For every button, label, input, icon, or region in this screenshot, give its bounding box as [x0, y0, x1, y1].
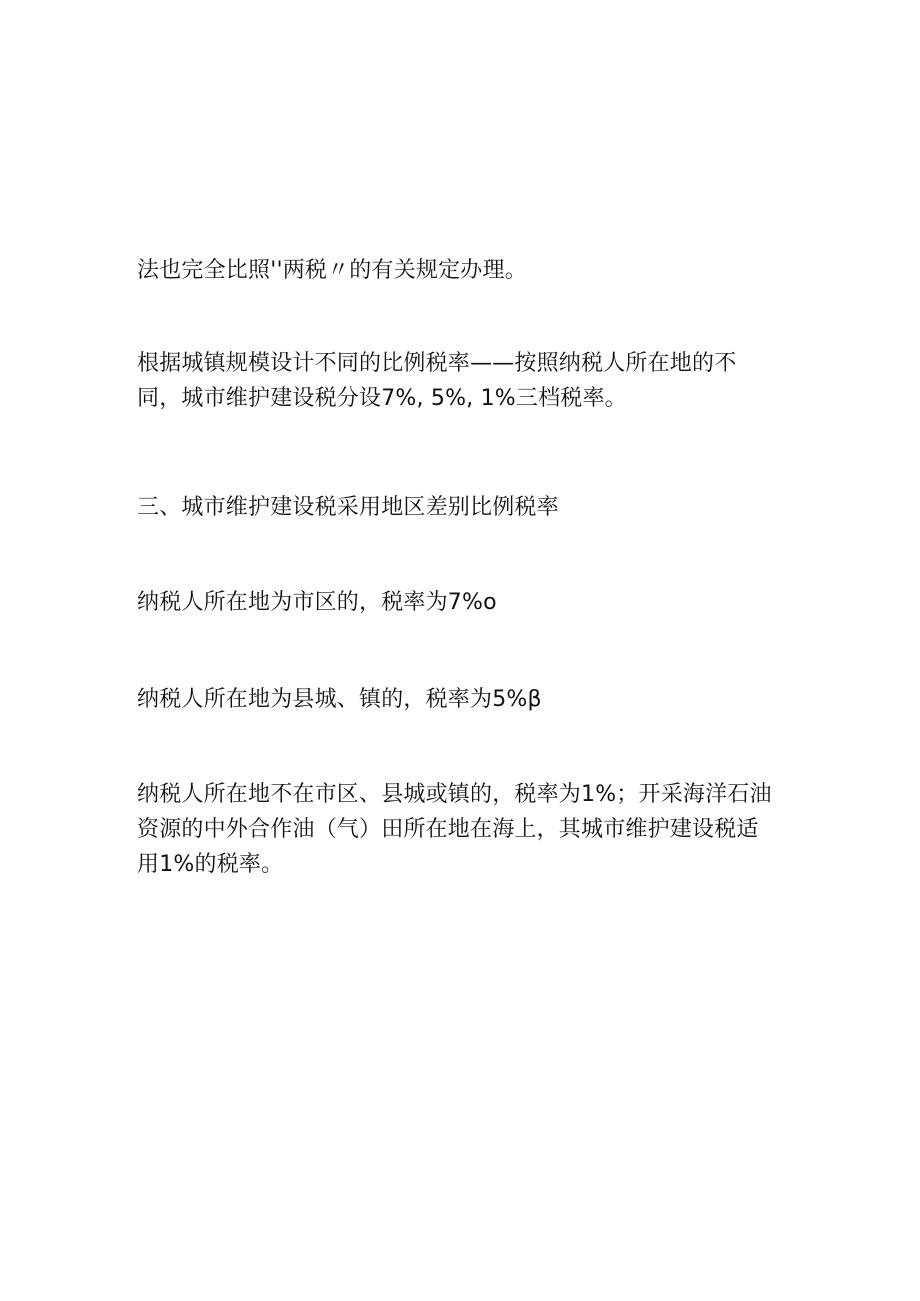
paragraph-continuation: 法也完全比照''两税〃的有关规定办理。 [137, 258, 527, 283]
paragraph-urban-rate: 纳税人所在地为市区的，税率为7%o [137, 590, 497, 615]
paragraph-other-rate: 纳税人所在地不在市区、县城或镇的，税率为1%；开采海洋石油资源的中外合作油（气）田所在地在海上，其城市维护建设税适用1%的税率。 [137, 782, 772, 877]
paragraph-county-rate: 纳税人所在地为县城、镇的，税率为5%β [137, 687, 542, 712]
paragraph-rate-design: 根据城镇规模设计不同的比例税率——按照纳税人所在地的不同，城市维护建设税分设7%, 5%, 1%三档税率。 [137, 351, 737, 411]
section-heading: 三、城市维护建设税采用地区差别比例税率 [137, 495, 559, 520]
